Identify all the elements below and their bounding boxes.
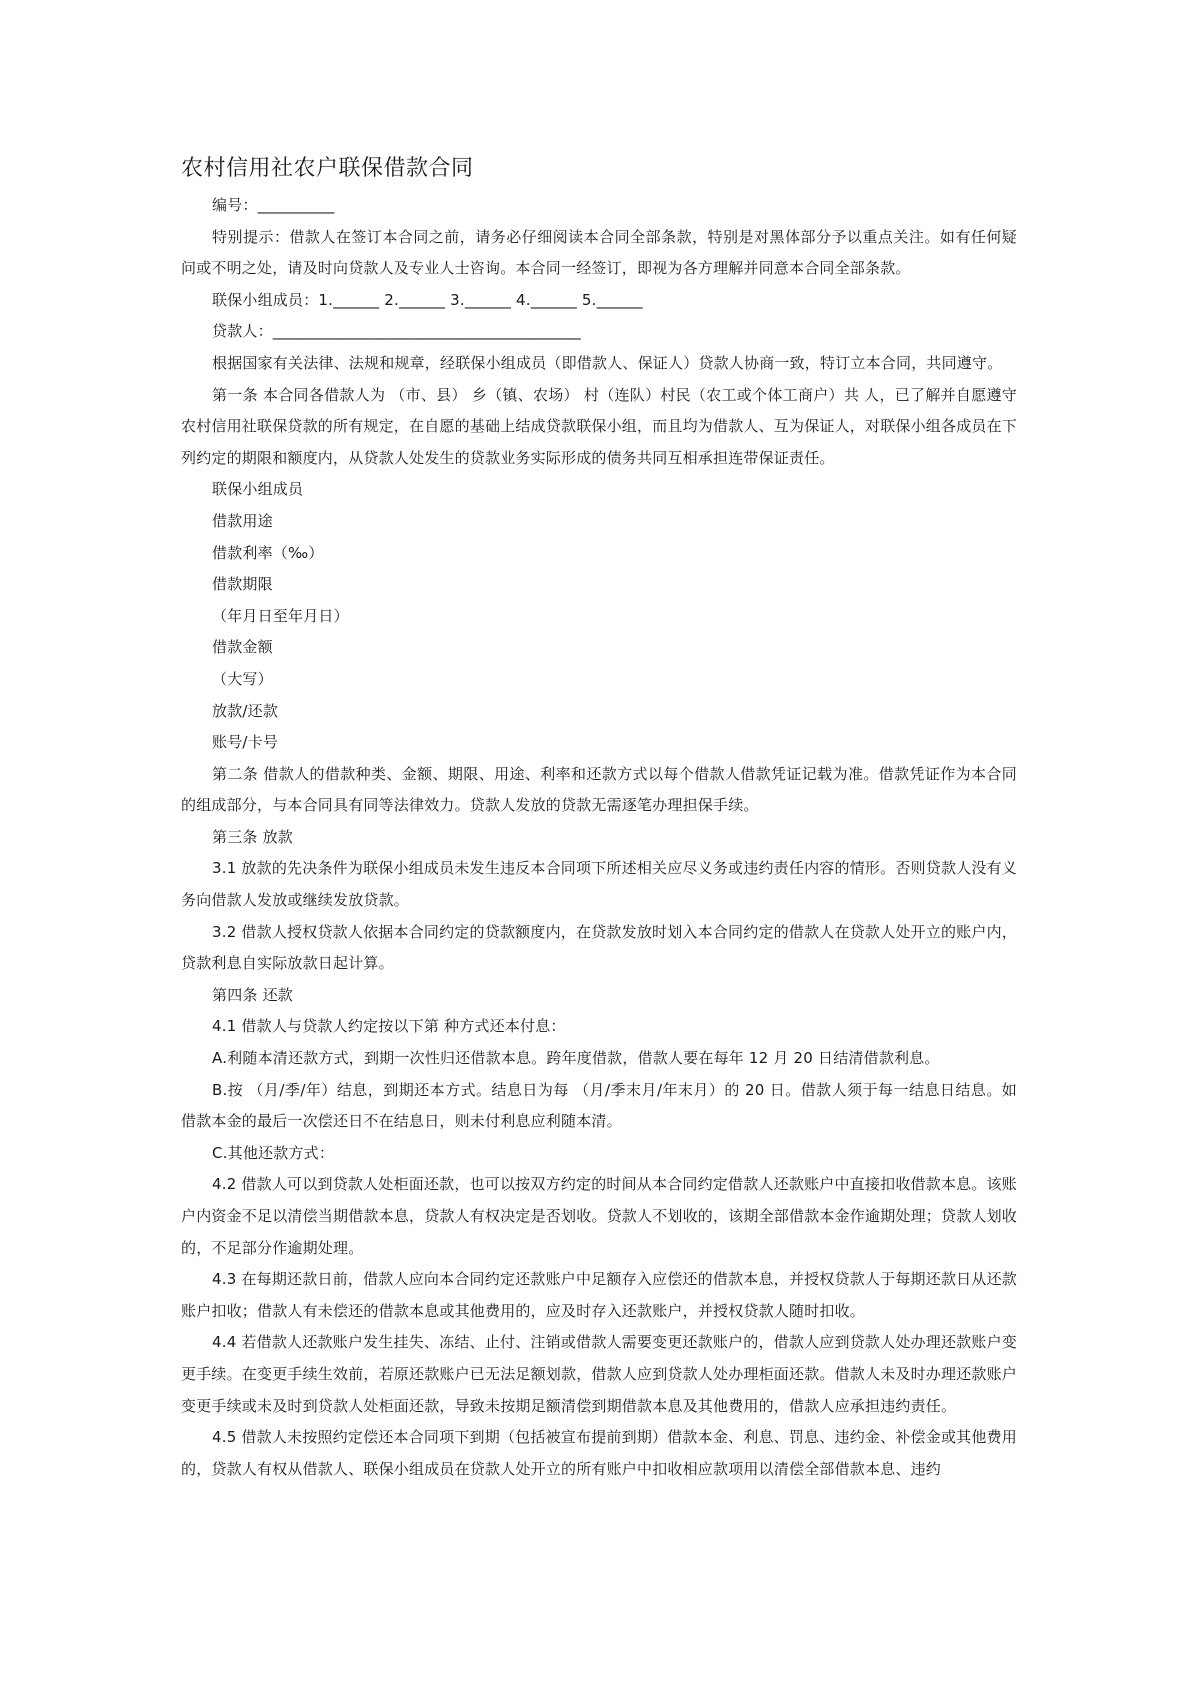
contract-number-field: 编号：__________ — [212, 196, 335, 214]
clause-4-2: 4.2 借款人可以到贷款人处柜面还款，也可以按双方约定的时间从本合同约定借款人还款账户中直接扣收借款本息。该账户内资金不足以清偿当期借款本息，贷款人有权决定是否划收。贷款人不划收的，该期全部借款本金作逾期处理；贷款人划收的，不足部分作逾期处理。 — [181, 1175, 1018, 1257]
clause-4-1: 4.1 借款人与贷款人约定按以下第 种方式还本付息： — [212, 1017, 566, 1036]
lender-field: 贷款人：________________________________________ — [212, 322, 581, 341]
table-label-rate: 借款利率（‰） — [212, 543, 324, 562]
document-page — [181, 152, 1017, 1485]
article-4-heading: 第四条 还款 — [212, 985, 293, 1004]
table-label-term: 借款期限 — [212, 575, 273, 594]
special-notice: 特别提示：借款人在签订本合同之前，请务必仔细阅读本合同全部条款，特别是对黑体部分予以重点关注。如有任何疑问或不明之处，请及时向贷款人及专业人士咨询。本合同一经签订，即视为各方理解并同意本合同全部条款。 — [181, 227, 1017, 278]
clause-4-3: 4.3 在每期还款日前，借款人应向本合同约定还款账户中足额存入应偿还的借款本息，并授权贷款人于每期还款日从还款账户扣收；借款人有未偿还的借款本息或其他费用的，应及时存入还款账户，并授权贷款人随时扣收。 — [181, 1270, 1017, 1320]
article-2: 第二条 借款人的借款种类、金额、期限、用途、利率和还款方式以每个借款人借款凭证记载为准。借款凭证作为本合同的组成部分，与本合同具有同等法律效力。贷款人发放的贷款无需逐笔办理担保手续。 — [181, 764, 1017, 815]
repayment-option-b: B.按 （月/季/年）结息，到期还本方式。结息日为每 （月/季末月/年末月）的 20 日。借款人须于每一结息日结息。如借款本金的最后一次偿还日不在结息日，则未付利息应利随本清。 — [181, 1080, 1017, 1131]
preamble: 根据国家有关法律、法规和规章，经联保小组成员（即借款人、保证人）贷款人协商一致，特订立本合同，共同遵守。 — [212, 353, 1003, 372]
repayment-option-a: A.利随本清还款方式，到期一次性归还借款本息。跨年度借款，借款人要在每年 12 月 20 日结清借款利息。 — [212, 1049, 940, 1068]
repayment-option-c: C.其他还款方式： — [212, 1143, 335, 1162]
table-label-amount-words: （大写） — [212, 669, 273, 688]
table-label-purpose: 借款用途 — [212, 511, 273, 530]
table-label-account: 账号/卡号 — [212, 733, 279, 752]
document-title: 农村信用社农户联保借款合同 — [181, 156, 474, 181]
clause-3-2: 3.2 借款人授权贷款人依据本合同约定的贷款额度内，在贷款发放时划入本合同约定的借款人在贷款人处开立的账户内，贷款利息自实际放款日起计算。 — [181, 922, 1017, 973]
table-label-amount: 借款金额 — [212, 638, 273, 657]
clause-4-5: 4.5 借款人未按照约定偿还本合同项下到期（包括被宣布提前到期）借款本金、利息、罚息、违约金、补偿金或其他费用的，贷款人有权从借款人、联保小组成员在贷款人处开立的所有账户中扣收相应款项用以清偿全部借款本息、违约 — [181, 1428, 1017, 1478]
article-3-heading: 第三条 放款 — [212, 827, 293, 846]
guarantee-group-members-field: 联保小组成员：1.______ 2.______ 3.______ 4.______ 5.______ — [212, 290, 643, 309]
table-label-members: 联保小组成员 — [212, 480, 304, 499]
clause-3-1: 3.1 放款的先决条件为联保小组成员未发生违反本合同项下所述相关应尽义务或违约责任内容的情形。否则贷款人没有义务向借款人发放或继续发放贷款。 — [181, 859, 1017, 910]
clause-4-4: 4.4 若借款人还款账户发生挂失、冻结、止付、注销或借款人需要变更还款账户的，借款人应到贷款人处办理还款账户变更手续。在变更手续生效前，若原还款账户已无法足额划款，借款人应到贷款人处办理柜面还款。借款人未及时办理还款账户变更手续或未及时到贷款人处柜面还款，导致未按期足额清偿到期借款本息及其他费用的，借款人应承担违约责任。 — [181, 1333, 1018, 1415]
article-1: 第一条 本合同各借款人为 （市、县） 乡（镇、农场） 村（连队）村民（农工或个体工商户）共 人，已了解并自愿遵守农村信用社联保贷款的所有规定，在自愿的基础上结成贷款联保小组，而且均为借款人、互为保证人，对联保小组各成员在下列约定的期限和额度内，从贷款人处发生的贷款业务实际形成的债务共同互相承担连带保证责任。 — [181, 385, 1018, 467]
table-label-disburse-repay: 放款/还款 — [212, 701, 279, 720]
table-label-term-dates: （年月日至年月日） — [212, 606, 349, 625]
